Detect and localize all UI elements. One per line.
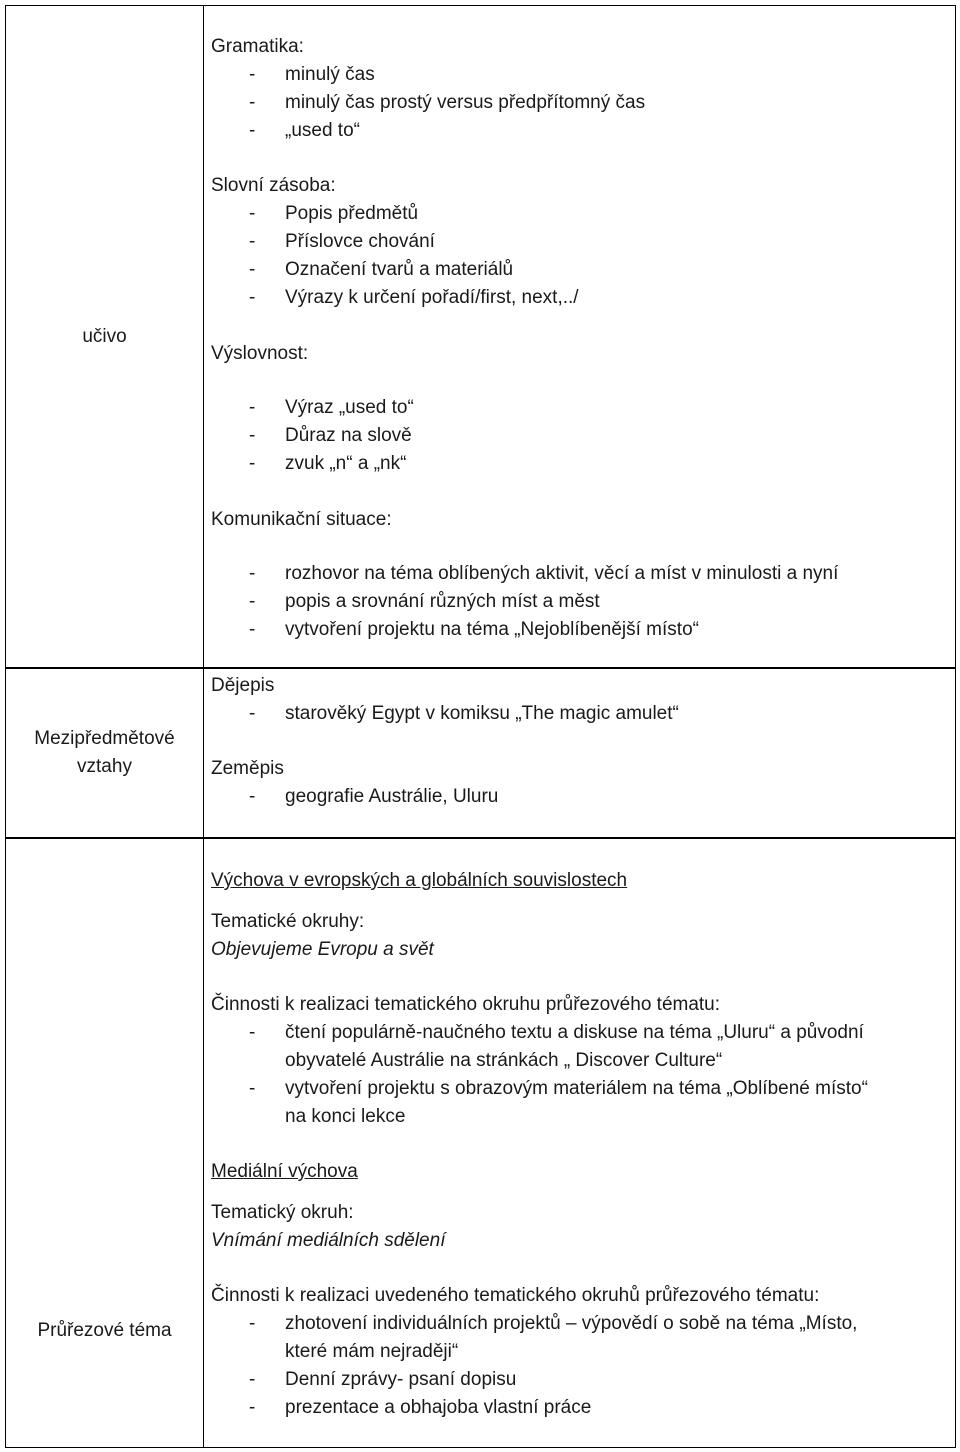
theme-2-topic: Vnímání mediálních sdělení (211, 1230, 446, 1251)
theme-1-subheading: Tematické okruhy: (211, 911, 365, 932)
row-label-mezipredmetove (5, 668, 204, 838)
grammar-heading: Gramatika: (211, 36, 304, 57)
communication-heading: Komunikační situace: (211, 509, 392, 530)
row-label-ucivo (5, 5, 204, 668)
vocab-heading: Slovní zásoba: (211, 175, 336, 196)
row-mezipredmetove (5, 668, 956, 838)
geography-heading: Zeměpis (211, 758, 284, 779)
row-label-prurezove-tema (5, 838, 204, 1448)
label-ucivo: učivo (82, 325, 127, 347)
history-heading: Dějepis (211, 675, 275, 696)
label-mezipredmetove: Mezipředmětové vztahy (34, 728, 175, 777)
row-prurezove-tema (5, 838, 956, 1448)
theme-1-activities-heading: Činnosti k realizaci tematického okruhu průřezového tématu: (211, 994, 721, 1015)
theme-2-activities-heading: Činnosti k realizaci uvedeného tematického okruhů průřezového tématu: (211, 1285, 820, 1306)
pronunciation-heading: Výslovnost: (211, 343, 309, 364)
theme-2-subheading: Tematický okruh: (211, 1202, 354, 1223)
row-content-mezipredmetove (204, 668, 956, 838)
label-prurezove-tema: Průřezové téma (37, 1320, 172, 1341)
theme-1-topic: Objevujeme Evropu a svět (211, 939, 434, 960)
theme-1-heading: Výchova v evropských a globálních souvislostech (211, 870, 628, 891)
theme-2-heading: Mediální výchova (211, 1161, 358, 1182)
